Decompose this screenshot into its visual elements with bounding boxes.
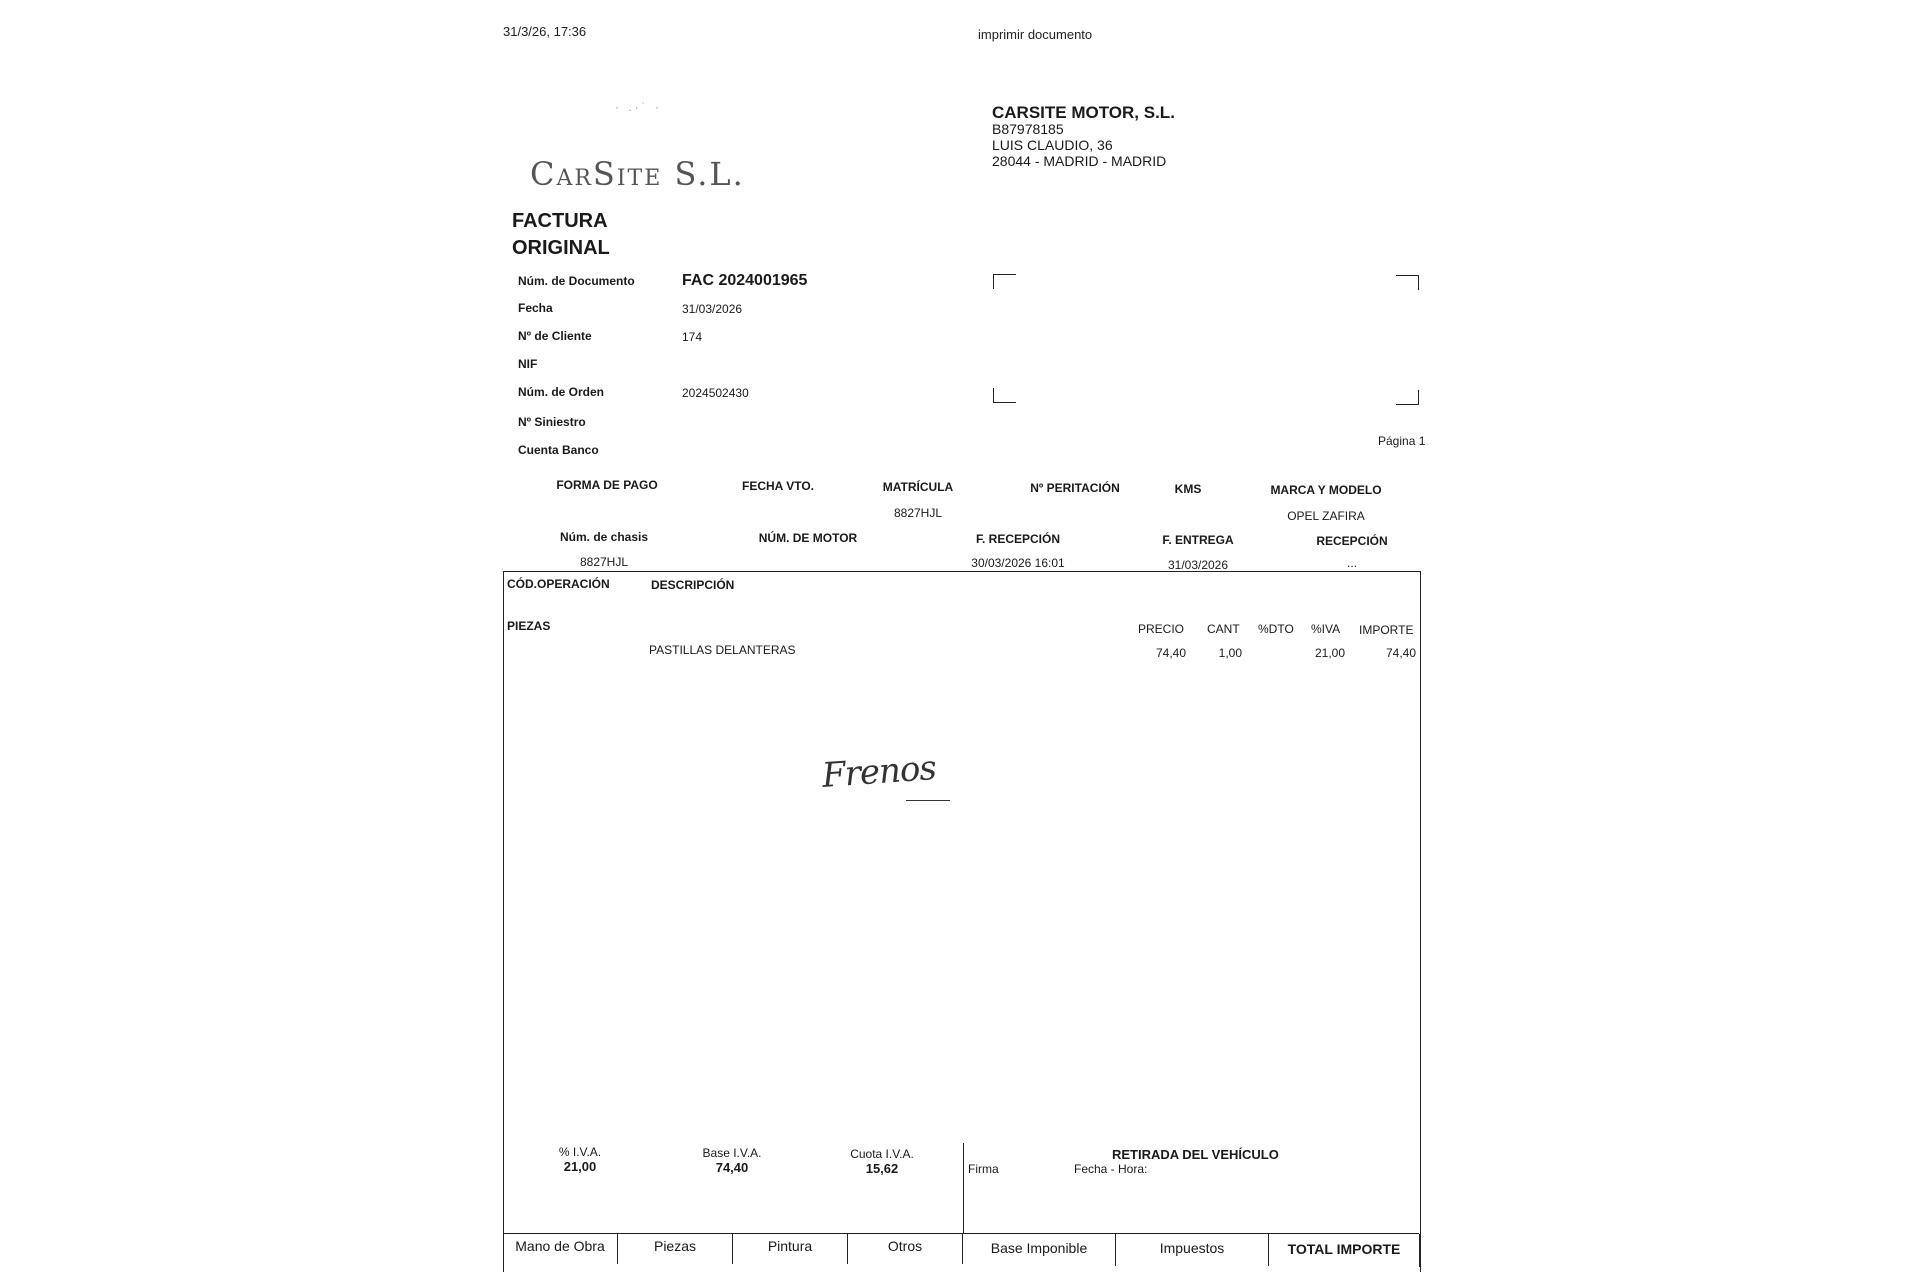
hdr-marca-modelo: MARCA Y MODELO xyxy=(1270,483,1382,497)
orden-value: 2024502430 xyxy=(682,386,749,400)
doc-num-label: Núm. de Documento xyxy=(518,274,635,288)
document-title-line1: FACTURA xyxy=(512,210,608,232)
val-recepcion: ... xyxy=(1346,556,1357,570)
print-title: imprimir documento xyxy=(978,27,1093,42)
iva-base-value: 74,40 xyxy=(715,1160,749,1175)
hdr-motor: NÚM. DE MOTOR xyxy=(758,531,858,545)
window-corner-bl xyxy=(993,388,1016,403)
iva-cuota-label: Cuota I.V.A. xyxy=(850,1147,914,1161)
val-matricula: 8827HJL xyxy=(893,506,943,520)
company-address: LUIS CLAUDIO, 36 xyxy=(992,137,1113,153)
hdr-forma-pago: FORMA DE PAGO xyxy=(556,478,658,492)
hdr-fecha-vto: FECHA VTO. xyxy=(741,479,814,493)
retirada-fecha-hora: Fecha - Hora: xyxy=(1074,1162,1148,1176)
line-items-box xyxy=(503,571,1421,1272)
iva-pct-label: % I.V.A. xyxy=(558,1145,602,1159)
retirada-title: RETIRADA DEL VEHÍCULO xyxy=(1112,1147,1279,1162)
col-descripcion: DESCRIPCIÓN xyxy=(651,578,735,592)
totals-row xyxy=(503,1233,1419,1264)
hdr-matricula: MATRÍCULA xyxy=(882,480,954,494)
line-cant: 1,00 xyxy=(1218,646,1242,660)
tot-total-importe: TOTAL IMPORTE xyxy=(1269,1234,1420,1267)
banco-label: Cuenta Banco xyxy=(518,443,599,457)
tot-mano-obra: Mano de Obra xyxy=(503,1234,618,1264)
iva-pct-value: 21,00 xyxy=(563,1159,597,1174)
line-precio: 74,40 xyxy=(1155,646,1186,660)
col-importe: IMPORTE xyxy=(1359,623,1414,637)
col-cant: CANT xyxy=(1207,622,1240,636)
tot-base-imponible: Base Imponible xyxy=(963,1234,1116,1266)
handwritten-note: Frenos xyxy=(820,748,938,796)
tot-impuestos: Impuestos xyxy=(1116,1234,1269,1266)
col-precio: PRECIO xyxy=(1138,622,1185,636)
window-corner-br xyxy=(1396,390,1419,405)
window-corner-tr xyxy=(1396,275,1419,290)
company-logo: CarSite S.L. xyxy=(530,155,745,193)
doc-num-value: FAC 2024001965 xyxy=(682,272,808,289)
document-title-line2: ORIGINAL xyxy=(512,237,610,259)
hdr-peritacion: Nº PERITACIÓN xyxy=(1030,481,1120,495)
hdr-kms: KMS xyxy=(1174,482,1202,496)
tot-otros: Otros xyxy=(848,1234,963,1264)
hdr-f-entrega: F. ENTREGA xyxy=(1162,533,1234,547)
company-name: CARSITE MOTOR, S.L. xyxy=(992,103,1175,122)
print-datetime: 31/3/26, 17:36 xyxy=(503,24,587,39)
page-number: Página 1 xyxy=(1378,434,1426,448)
line-descripcion: PASTILLAS DELANTERAS xyxy=(649,643,796,657)
hdr-chasis: Núm. de chasis xyxy=(559,530,649,544)
window-corner-tl xyxy=(993,274,1016,289)
iva-base-label: Base I.V.A. xyxy=(702,1146,762,1160)
retirada-firma: Firma xyxy=(968,1162,999,1176)
cliente-label: Nº de Cliente xyxy=(518,329,592,343)
col-cod-operacion: CÓD.OPERACIÓN xyxy=(507,577,610,591)
iva-cuota-value: 15,62 xyxy=(865,1161,899,1176)
col-iva: %IVA xyxy=(1311,622,1341,636)
section-piezas: PIEZAS xyxy=(507,619,551,633)
val-f-recepcion: 30/03/2026 16:01 xyxy=(971,556,1065,570)
nif-label: NIF xyxy=(518,357,538,371)
company-city: 28044 - MADRID - MADRID xyxy=(992,153,1167,169)
company-nif: B87978185 xyxy=(992,121,1064,137)
tot-piezas: Piezas xyxy=(618,1234,733,1264)
siniestro-label: Nº Siniestro xyxy=(518,415,586,429)
cliente-value: 174 xyxy=(682,330,703,344)
hdr-recepcion: RECEPCIÓN xyxy=(1316,534,1388,548)
val-f-entrega: 31/03/2026 xyxy=(1167,558,1229,572)
line-importe: 74,40 xyxy=(1385,646,1416,660)
tot-pintura: Pintura xyxy=(733,1234,848,1264)
fecha-label: Fecha xyxy=(518,301,553,315)
val-chasis: 8827HJL xyxy=(579,555,629,569)
retirada-divider xyxy=(963,1143,964,1233)
handwritten-underline xyxy=(906,800,950,801)
col-dto: %DTO xyxy=(1258,622,1294,636)
orden-label: Núm. de Orden xyxy=(518,385,605,399)
hdr-f-recepcion: F. RECEPCIÓN xyxy=(975,532,1060,546)
logo-dots: · .·˙ · xyxy=(615,100,662,114)
val-marca-modelo: OPEL ZAFIRA xyxy=(1287,509,1365,523)
line-iva: 21,00 xyxy=(1314,646,1345,660)
fecha-value: 31/03/2026 xyxy=(682,302,743,316)
